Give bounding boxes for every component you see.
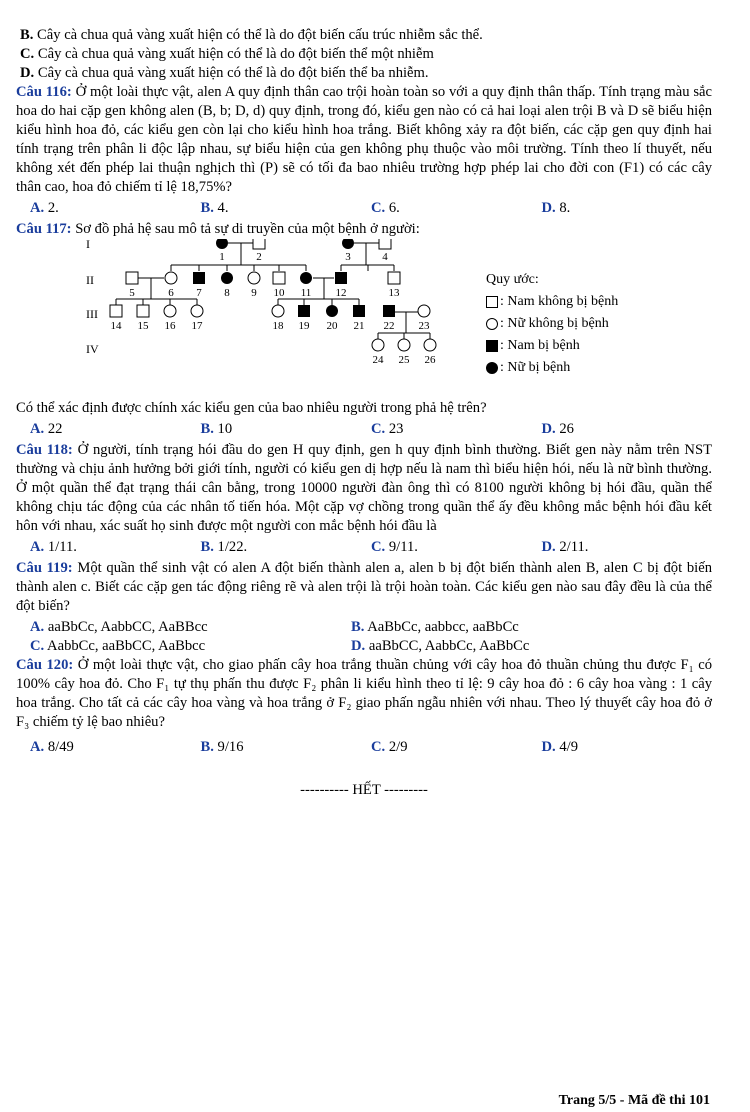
person-5 — [126, 272, 138, 284]
person-21 — [353, 305, 365, 317]
choice-b: B. 9/16 — [200, 739, 244, 755]
person-23 — [418, 305, 430, 317]
person-1 — [216, 239, 228, 249]
id-label: 6 — [168, 287, 174, 299]
id-label: 13 — [388, 287, 400, 299]
id-label: 12 — [335, 287, 347, 299]
circle-filled-icon — [486, 362, 498, 374]
person-13 — [388, 272, 400, 284]
id-label: 8 — [224, 287, 230, 299]
id-label: 18 — [272, 320, 284, 332]
prev-option-c: C. Cây cà chua quả vàng xuất hiện có thể là do đột biến thể một nhiễm — [20, 46, 434, 62]
id-label: 11 — [300, 287, 312, 299]
choice-d: D. 26 — [541, 421, 574, 437]
question-118-text: Câu 118: Ở người, tính trạng hói đầu do gen H quy định, gen h quy định bình thường. Biết gen này nằm trên NST thường và chịu ảnh hưởng bởi giới tính, người có kiểu gen dị hợp nếu là nam thì biểu hiện hói, nếu là nữ bình thường. Ở một quần thể đạt trạng thái cân bằng, trong 10000 người đàn ông thì có 8100 người không bị hói đầu, quần thể không chịu tác động của các nhân tố tiến hóa. Một cặp vợ chồng trong quần thể ấy đều không mắc bệnh hói đầu kết hôn với nhau, xác suất họ sinh được một người con mắc bệnh hói đầu là — [16, 442, 712, 534]
question-117-prompt: Có thể xác định được chính xác kiểu gen của bao nhiêu người trong phả hệ trên? — [16, 400, 487, 416]
end-marker: ---------- HẾT --------- — [300, 782, 428, 798]
id-label: 4 — [382, 251, 388, 263]
person-10 — [273, 272, 285, 284]
id-label: 14 — [110, 320, 122, 332]
person-12 — [335, 272, 347, 284]
choice-a: A. 1/11. — [30, 539, 77, 555]
id-label: 1 — [219, 251, 225, 263]
id-label: 22 — [383, 320, 395, 332]
question-117-text: Câu 117: Sơ đồ phả hệ sau mô tả sự di truyền của một bệnh ở người: — [16, 221, 420, 237]
person-19 — [298, 305, 310, 317]
person-24 — [372, 339, 384, 351]
person-20 — [326, 305, 338, 317]
id-label: 23 — [418, 320, 430, 332]
id-label: 5 — [129, 287, 135, 299]
choice-b: B. 4. — [200, 200, 229, 216]
id-label: 16 — [164, 320, 176, 332]
prev-option-b: B. Cây cà chua quả vàng xuất hiện có thể là do đột biến cấu trúc nhiễm sắc thể. — [20, 27, 483, 43]
square-outline-icon — [486, 296, 498, 308]
id-label: 2 — [256, 251, 262, 263]
id-label: 7 — [196, 287, 202, 299]
person-9 — [248, 272, 260, 284]
question-116-text: Câu 116: Ở một loài thực vật, alen A quy định thân cao trội hoàn toàn so với a quy định thân thấp. Tính trạng màu sắc hoa do hai cặp gen không alen (B, b; D, d) quy định, trong đó, kiểu gen nào có cả hai loại alen trội B và D sẽ biểu hiện kiểu hình hoa đỏ, các kiểu gen còn lại cho kiểu hình hoa trắng. Biết không xảy ra đột biến, các cặp gen quy định hai tính trạng trên phân li độc lập nhau, sự biểu hiện của gen không phụ thuộc vào môi trường. Tính theo lí thuyết, nếu không xét đến phép lai thuận nghịch thì (P) sẽ có tối đa bao nhiêu trường hợp phép lai cho đời con (F1) có các cây thân cao, hoa đỏ chiếm tỉ lệ 18,75%? — [16, 84, 713, 195]
person-14 — [110, 305, 122, 317]
pedigree-legend — [486, 269, 618, 379]
question-120-choices — [30, 738, 712, 757]
question-120-text: Câu 120: Ở một loài thực vật, cho giao phấn cây hoa trắng thuần chủng với cây hoa đỏ thuần chủng thu được F₁ có 100% cây hoa đỏ. Cho F₁ tự thụ phấn thu được F₂ phân li kiểu hình theo tỉ lệ: 9 cây hoa đỏ : 6 cây hoa vàng : 1 cây hoa trắng. Cho tất cả các cây hoa vàng và hoa trắng ở F₂ giao phấn ngẫu nhiên với nhau. Theo lý thuyết cây hoa đỏ ở F₃ chiếm tỷ lệ bao nhiêu? — [16, 657, 712, 730]
choice-d: D. 4/9 — [541, 739, 579, 755]
circle-outline-icon — [486, 318, 498, 330]
choice-a: A. aaBbCc, AabbCC, AaBBcc — [30, 619, 208, 635]
question-119 — [16, 559, 712, 656]
question-118-choices — [30, 538, 712, 557]
question-116 — [16, 83, 712, 218]
person-18 — [272, 305, 284, 317]
id-label: 21 — [353, 320, 365, 332]
id-label: 15 — [137, 320, 149, 332]
person-3 — [342, 239, 354, 249]
person-17 — [191, 305, 203, 317]
id-label: 25 — [398, 354, 410, 366]
id-label: 9 — [251, 287, 257, 299]
id-label: 26 — [424, 354, 436, 366]
page-footer: Trang 5/5 - Mã đề thi 101 — [558, 1093, 710, 1108]
legend-affected-female: : Nữ bị bệnh — [486, 357, 618, 379]
choice-d: D. 2/11. — [541, 539, 589, 555]
legend-healthy-female: : Nữ không bị bệnh — [486, 313, 618, 335]
gen-label-1: I — [86, 239, 90, 251]
choice-d: D. aaBbCC, AabbCc, AaBbCc — [351, 638, 530, 654]
id-label: 3 — [345, 251, 351, 263]
id-label: 17 — [191, 320, 203, 332]
question-117-choices — [30, 420, 712, 439]
choice-a: A. 22 — [30, 421, 63, 437]
choice-c: C. AabbCc, aaBbCC, AaBbcc — [30, 638, 206, 654]
legend-title: Quy ước: — [486, 272, 539, 287]
choice-c: C. 23 — [371, 421, 404, 437]
id-label: 24 — [372, 354, 384, 366]
person-15 — [137, 305, 149, 317]
person-16 — [164, 305, 176, 317]
choice-d: D. 8. — [541, 200, 571, 216]
prev-option-d: D. Cây cà chua quả vàng xuất hiện có thể là do đột biến thể ba nhiễm. — [20, 65, 429, 81]
id-label: 20 — [326, 320, 338, 332]
pedigree-diagram — [16, 239, 476, 399]
person-7 — [193, 272, 205, 284]
question-117 — [16, 220, 712, 439]
question-116-choices — [30, 199, 712, 218]
question-120 — [16, 656, 712, 757]
person-26 — [424, 339, 436, 351]
person-4 — [379, 239, 391, 249]
id-label: 10 — [273, 287, 285, 299]
gen-label-3: III — [86, 307, 98, 321]
question-119-text: Câu 119: Một quần thể sinh vật có alen A đột biến thành alen a, alen b bị đột biến thành alen B, alen C bị đột biến thành alen c. Biết các cặp gen tác động riêng rẽ và alen trội là trội hoàn toàn. Các kiểu gen nào sau đây đều là của thể đột biến? — [16, 560, 713, 614]
question-118 — [16, 441, 712, 557]
legend-affected-male: : Nam bị bệnh — [486, 335, 618, 357]
choice-c: C. 9/11. — [371, 539, 418, 555]
question-119-choices — [30, 618, 712, 656]
square-filled-icon — [486, 340, 498, 352]
person-22 — [383, 305, 395, 317]
person-2 — [253, 239, 265, 249]
choice-b: B. 1/22. — [200, 539, 248, 555]
person-11 — [300, 272, 312, 284]
gen-label-4: IV — [86, 342, 99, 356]
person-6 — [165, 272, 177, 284]
choice-a: A. 8/49 — [30, 739, 74, 755]
choice-c: C. 6. — [371, 200, 400, 216]
exam-page — [16, 26, 712, 800]
choice-b: B. 10 — [200, 421, 233, 437]
person-25 — [398, 339, 410, 351]
person-8 — [221, 272, 233, 284]
choice-b: B. AaBbCc, aabbcc, aaBbCc — [351, 619, 519, 635]
id-label: 19 — [298, 320, 310, 332]
legend-healthy-male: : Nam không bị bệnh — [486, 291, 618, 313]
choice-a: A. 2. — [30, 200, 59, 216]
pedigree-chart — [16, 239, 712, 399]
gen-label-2: II — [86, 273, 94, 287]
previous-question-options — [16, 26, 712, 83]
choice-c: C. 2/9 — [371, 739, 408, 755]
